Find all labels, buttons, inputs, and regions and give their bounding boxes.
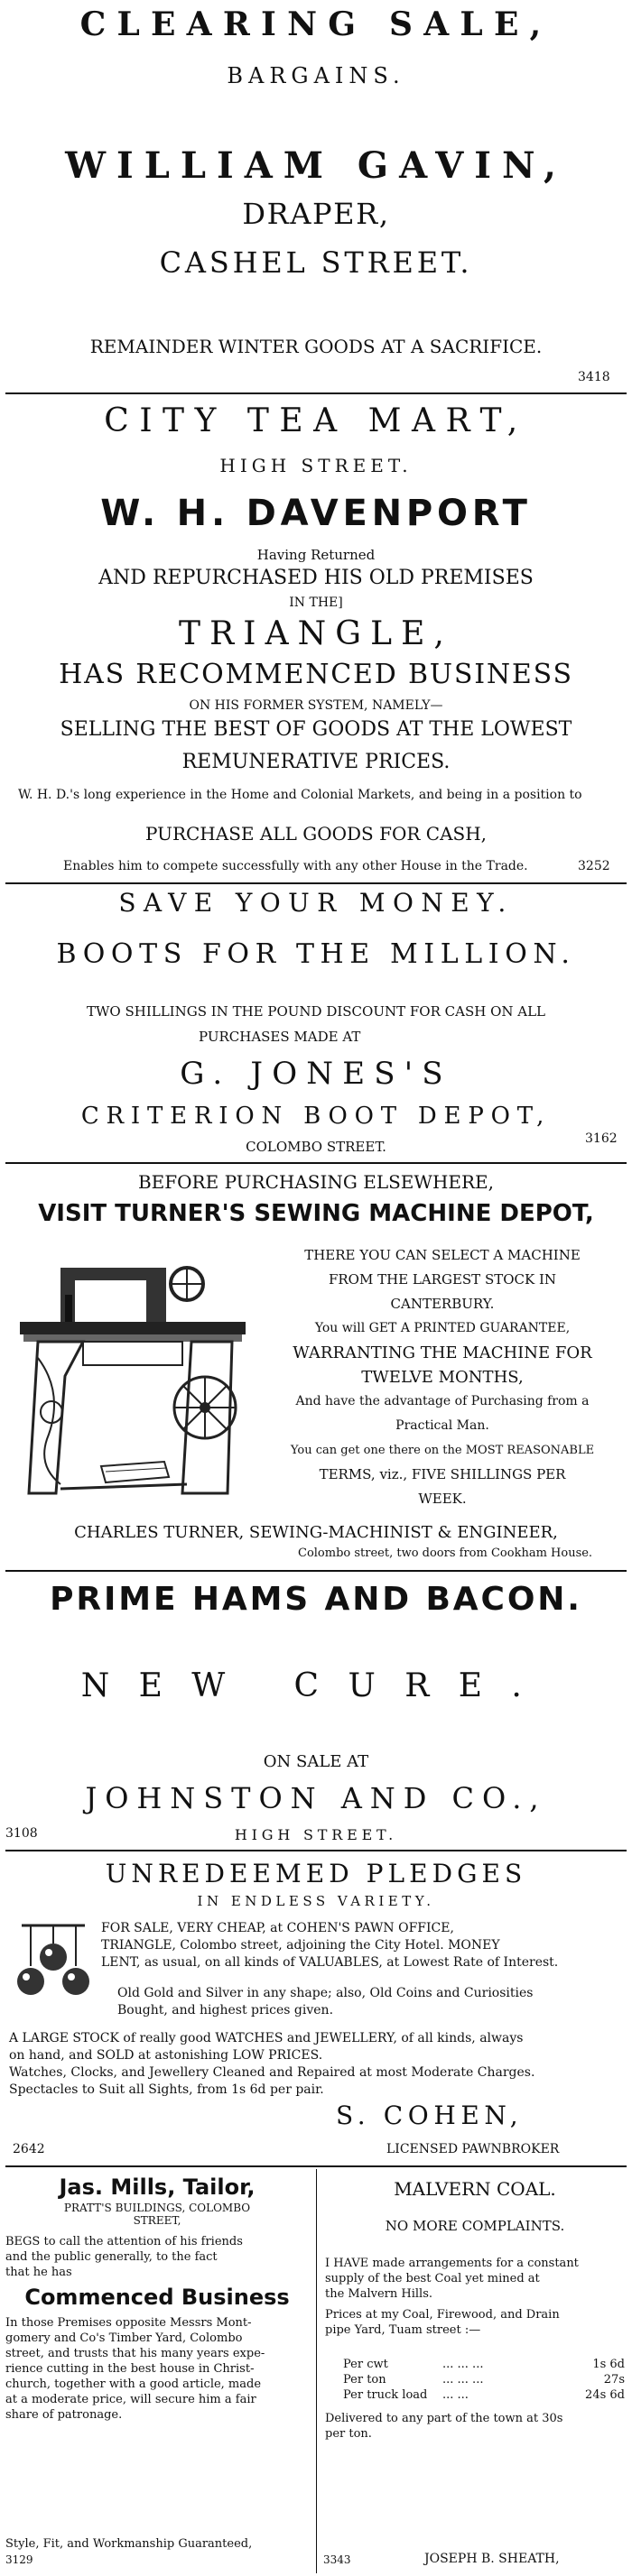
ad3-number: 3162 (585, 1131, 618, 1146)
divider (5, 1570, 627, 1572)
ad6-name: S. COHEN, (336, 2101, 524, 2130)
ad1-trade: DRAPER, (242, 197, 390, 231)
ad8-price-table (343, 2357, 625, 2403)
ad4-r11: WEEK. (418, 1491, 467, 1507)
ad7-addr2: STREET, (133, 2214, 181, 2227)
ad5-l1: ON SALE AT (263, 1752, 369, 1771)
ad2-l2: AND REPURCHASED HIS OLD PREMISES (98, 567, 534, 589)
divider (5, 1162, 627, 1164)
ad3-headline: BOOTS FOR THE MILLION. (56, 938, 576, 970)
ad7-number: 3129 (5, 2553, 33, 2566)
ad6-title: UNREDEEMED PLEDGES (105, 1859, 527, 1888)
ad7-b5: gomery and Co's Timber Yard, Colombo (5, 2331, 243, 2345)
ad7-b6: street, and trusts that his many years expe- (5, 2347, 265, 2360)
ad1-sub: BARGAINS. (227, 63, 405, 88)
ad8-number: 3343 (323, 2553, 351, 2566)
ad8-b1: I HAVE made arrangements for a constant (325, 2257, 579, 2270)
sewing-machine-illustration (11, 1241, 255, 1511)
ad5-name: JOHNSTON AND CO., (85, 1781, 547, 1815)
ad2-l7: SELLING THE BEST OF GOODS AT THE LOWEST (60, 718, 572, 741)
ad6-title2: LICENSED PAWNBROKER (386, 2142, 560, 2156)
ad7-intro (5, 2234, 311, 2280)
ad4-sig: CHARLES TURNER, SEWING-MACHINIST & ENGINEER, (74, 1523, 558, 1542)
ad4-r3: CANTERBURY. (390, 1296, 495, 1312)
price-value: 27s (603, 2373, 625, 2387)
price-dots: ... ... ... (442, 2373, 484, 2387)
ad1-street: CASHEL STREET. (159, 245, 473, 280)
ad6-p1c: LENT, as usual, on all kinds of VALUABLES, at Lowest Rate of Interest. (101, 1955, 559, 1970)
ad7-b10: share of patronage. (5, 2408, 123, 2422)
divider (5, 882, 627, 884)
ad6-p3d: Spectacles to Suit all Sights, from 1s 6d per pair. (9, 2082, 324, 2097)
ad2-l5: HAS RECOMMENCED BUSINESS (59, 659, 573, 690)
ad6-p3b: on hand, and SOLD at astonishing LOW PRICES. (9, 2048, 323, 2063)
ad6-p3c: Watches, Clocks, and Jewellery Cleaned and Repaired at most Moderate Charges. (9, 2065, 535, 2080)
ad7-b2: and the public generally, to the fact (5, 2250, 218, 2264)
price-dots: ... ... (442, 2388, 469, 2402)
ad3-title: SAVE YOUR MONEY. (118, 888, 514, 918)
price-label: Per truck load (343, 2388, 428, 2402)
ad6-p1a: FOR SALE, VERY CHEAP, at COHEN'S PAWN OFFICE, (101, 1921, 454, 1935)
pawnbroker-balls-illustration (13, 1916, 94, 2016)
ad7-b4: In those Premises opposite Messrs Mont- (5, 2316, 252, 2330)
ad7-body (5, 2315, 312, 2423)
price-value: 24s 6d (585, 2388, 625, 2402)
ad2-name: W. H. DAVENPORT (100, 493, 532, 534)
ad2-l8: REMUNERATIVE PRICES. (181, 751, 451, 773)
ad2-l4: TRIANGLE, (179, 615, 453, 652)
ad2-l9: W. H. D.'s long experience in the Home and Colonial Markets, and being in a position to (18, 788, 582, 802)
ad6-p1b: TRIANGLE, Colombo street, adjoining the City Hotel. MONEY (101, 1938, 500, 1953)
ad5-headline: PRIME HAMS AND BACON. (50, 1581, 582, 1618)
ad8-b4: Prices at my Coal, Firewood, and Drain (325, 2308, 560, 2322)
price-row (343, 2357, 625, 2372)
pawn-balls-icon (13, 1916, 94, 2016)
ad6-para3 (9, 2030, 628, 2099)
ad1-name: WILLIAM GAVIN, (65, 144, 567, 187)
ad7-name: Jas. Mills, Tailor, (59, 2174, 256, 2200)
ad2-sub: HIGH STREET. (219, 455, 413, 476)
ad8-b7: per ton. (325, 2427, 372, 2441)
divider (5, 1850, 627, 1851)
ad1-number: 3418 (578, 370, 610, 384)
ad4-r7: And have the advantage of Purchasing from a (295, 1394, 590, 1408)
ad2-l1: Having Returned (256, 547, 376, 563)
ad7-b3: that he has (5, 2266, 72, 2279)
ad4-r2: FROM THE LARGEST STOCK IN (328, 1271, 557, 1288)
price-row (343, 2372, 625, 2387)
ad7-head: Commenced Business (24, 2285, 290, 2310)
ad8-b3: the Malvern Hills. (325, 2287, 433, 2301)
sewing-machine-icon (11, 1241, 255, 1511)
price-value: 1s 6d (592, 2358, 625, 2371)
ad8-sig: JOSEPH B. SHEATH, (424, 2552, 560, 2566)
ad4-addr: Colombo street, two doors from Cookham House. (298, 1547, 593, 1560)
ad2-l6: ON HIS FORMER SYSTEM, NAMELY— (189, 698, 443, 713)
ad3-l1: TWO SHILLINGS IN THE POUND DISCOUNT FOR CASH ON ALL (86, 1003, 546, 1020)
price-dots: ... ... ... (442, 2358, 484, 2371)
ad8-sub: NO MORE COMPLAINTS. (385, 2218, 565, 2234)
ad3-depot: CRITERION BOOT DEPOT, (80, 1103, 552, 1130)
ad5-number: 3108 (5, 1826, 38, 1841)
ad8-b2: supply of the best Coal yet mined at (325, 2272, 540, 2285)
ad2-number: 3252 (578, 859, 610, 873)
ad8-title: MALVERN COAL. (394, 2178, 556, 2200)
ad8-delivery (325, 2411, 628, 2442)
ad8-b5: pipe Yard, Tuam street :— (325, 2323, 481, 2337)
ad7-b9: at a moderate price, will secure him a fair (5, 2393, 256, 2406)
ad5-cure: NEW CURE. (80, 1667, 552, 1704)
ad1-line: REMAINDER WINTER GOODS AT A SACRIFICE. (89, 336, 543, 357)
ad7-b7: rience cutting in the best house in Christ- (5, 2362, 255, 2376)
ad8-body (325, 2256, 628, 2338)
ad2-l11: Enables him to compete successfully with any other House in the Trade. (63, 859, 528, 873)
ad4-headline: VISIT TURNER'S SEWING MACHINE DEPOT, (38, 1200, 594, 1227)
ad7-block (0, 2174, 314, 2227)
ad6-para1 (101, 1920, 628, 1971)
ad6-p2a: Old Gold and Silver in any shape; also, Old Coins and Curiosities (117, 1986, 534, 2000)
ad6-number: 2642 (13, 2142, 45, 2156)
ad6-sub: IN ENDLESS VARIETY. (197, 1893, 435, 1909)
ad3-name: G. JONES'S (180, 1056, 452, 1092)
ad4-r5: WARRANTING THE MACHINE FOR (293, 1343, 592, 1362)
ad4-r10: TERMS, viz., FIVE SHILLINGS PER (319, 1466, 566, 1482)
ad7-addr1: PRATT'S BUILDINGS, COLOMBO (63, 2202, 251, 2214)
ad4-r6: TWELVE MONTHS, (361, 1368, 524, 1387)
divider (5, 2165, 627, 2167)
ad6-p2b: Bought, and highest prices given. (117, 2003, 334, 2017)
ad6-p3a: A LARGE STOCK of really good WATCHES and JEWELLERY, of all kinds, always (9, 2031, 524, 2045)
price-label: Per ton (343, 2373, 386, 2387)
column-divider (316, 2169, 317, 2573)
ad4-r8: Practical Man. (395, 1418, 489, 1433)
ad2-l3: IN THE] (289, 596, 343, 610)
ad4-r1: THERE YOU CAN SELECT A MACHINE (304, 1247, 581, 1263)
ad4-l1: BEFORE PURCHASING ELSEWHERE, (137, 1171, 495, 1193)
ad7-b11: Style, Fit, and Workmanship Guaranteed, (5, 2537, 253, 2551)
divider (5, 392, 627, 394)
ad4-r4: You will GET A PRINTED GUARANTEE, (314, 1321, 571, 1335)
ad3-l2: PURCHASES MADE AT (199, 1029, 361, 1045)
ad3-street: COLOMBO STREET. (246, 1139, 386, 1155)
ad2-l10: PURCHASE ALL GOODS FOR CASH, (144, 823, 488, 845)
ad7-b1: BEGS to call the attention of his friends (5, 2235, 243, 2248)
ad6-para2 (117, 1985, 628, 2019)
ad1-title: CLEARING SALE, (79, 5, 553, 43)
ad7-b8: church, together with a good article, made (5, 2377, 262, 2391)
ad8-b6: Delivered to any part of the town at 30s (325, 2412, 563, 2425)
ad4-right-column (260, 1243, 625, 1511)
ad4-r9: You can get one there on the MOST REASONABLE (290, 1444, 595, 1457)
price-label: Per cwt (343, 2358, 388, 2371)
ad5-street: HIGH STREET. (234, 1826, 398, 1843)
ad2-title: CITY TEA MART, (104, 402, 528, 439)
price-row (343, 2387, 625, 2403)
